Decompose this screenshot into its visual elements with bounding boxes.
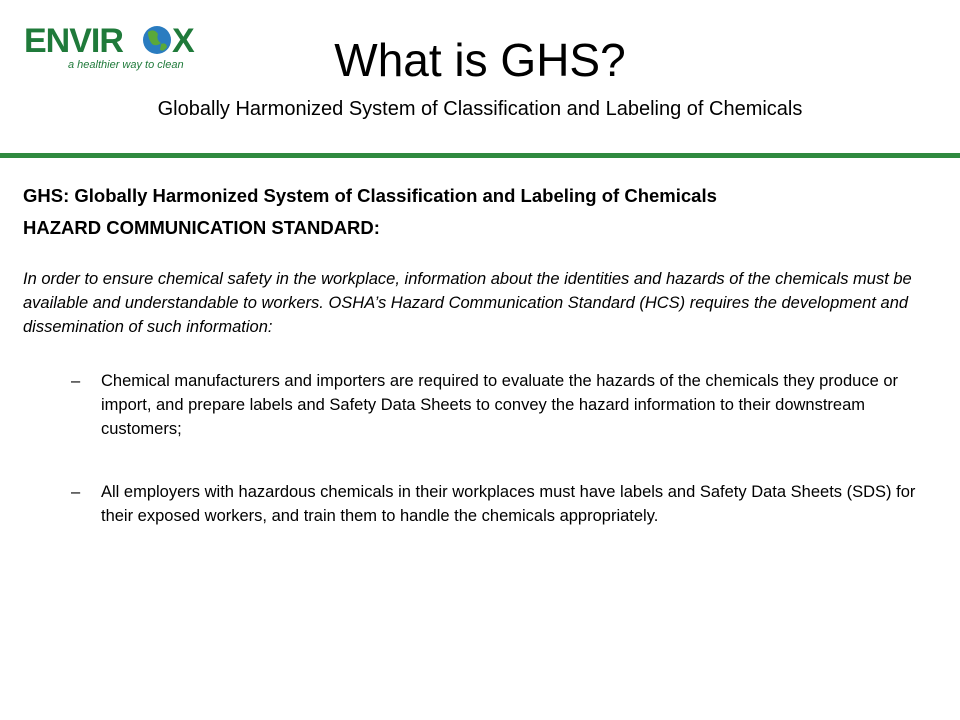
section-subheading: HAZARD COMMUNICATION STANDARD: bbox=[23, 217, 380, 238]
bullet-text: All employers with hazardous chemicals in their workplaces must have labels and Safety Data Sheets (SDS) for their exposed workers, and train them to handle the chemicals appropriately. bbox=[101, 483, 916, 525]
bullet-item bbox=[23, 480, 943, 528]
bullet-text: Chemical manufacturers and importers are required to evaluate the hazards of the chemicals they produce or import, and prepare labels and Safety Data Sheets to convey the hazard information to their downstream customers; bbox=[101, 372, 898, 438]
page-subtitle: Globally Harmonized System of Classification and Labeling of Chemicals bbox=[157, 98, 803, 120]
slide-body bbox=[23, 184, 943, 528]
logo-tagline: a healthier way to clean bbox=[68, 59, 184, 71]
bullet-dash: – bbox=[71, 483, 81, 501]
brand-suffix: X bbox=[172, 22, 195, 60]
page-title: What is GHS? bbox=[334, 34, 626, 86]
bullet-dash: – bbox=[71, 372, 81, 390]
bullet-item bbox=[23, 369, 943, 441]
brand-prefix: ENVIR bbox=[24, 22, 123, 60]
intro-paragraph: In order to ensure chemical safety in the workplace, information about the identities and hazards of the chemicals must be available and understandable to workers. OSHA’s Hazard Communication Standard (HCS) requires the development and dissemination of such information: bbox=[23, 270, 912, 336]
section-heading: GHS: Globally Harmonized System of Classification and Labeling of Chemicals bbox=[23, 185, 717, 206]
header-divider bbox=[0, 153, 960, 158]
